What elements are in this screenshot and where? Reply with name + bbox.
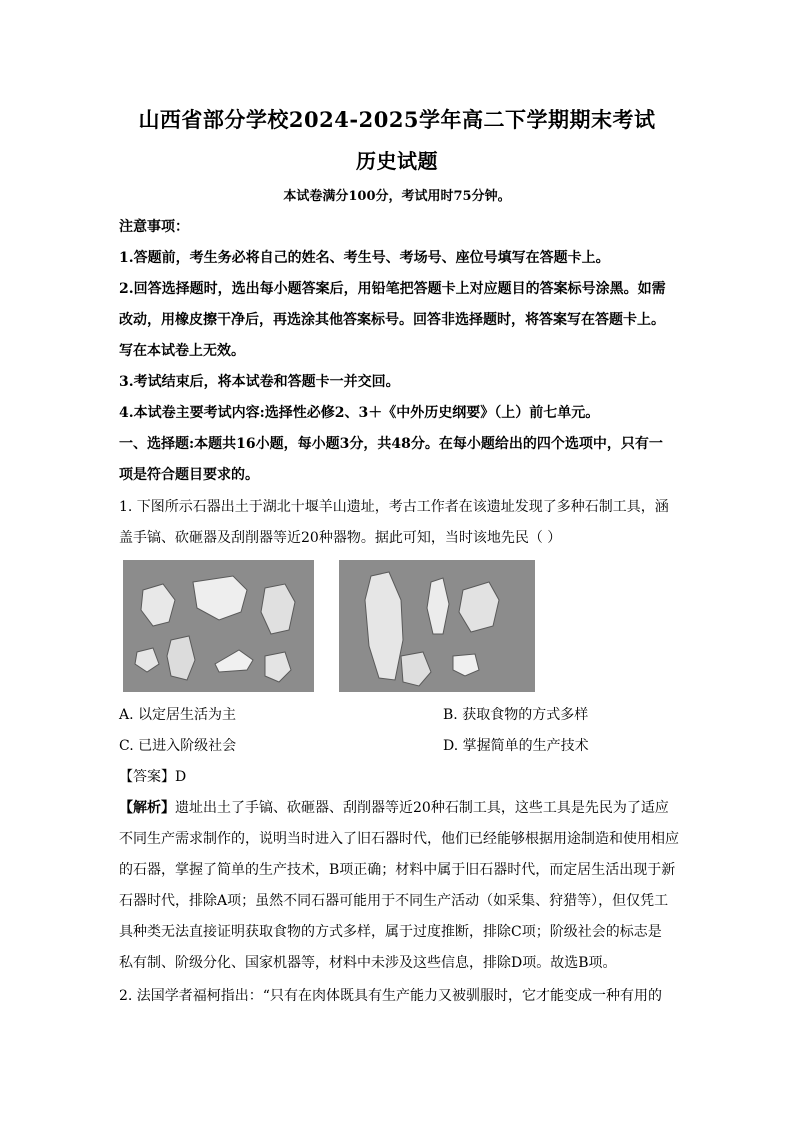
stone-tools-photo-1: [123, 560, 314, 692]
analysis-line: 的石器，掌握了简单的生产技术，B项正确；材料中属于旧石器时代，而定居生活出现于新: [119, 862, 676, 878]
analysis-line: 石器时代，排除A项；虽然不同石器可能用于不同生产活动（如采集、狩猎等），但仅凭工: [119, 893, 669, 909]
answer: 【答案】D: [119, 769, 187, 785]
analysis-line: 私有制、阶级分化、国家机器等，材料中未涉及这些信息，排除D项。故选B项。: [119, 955, 617, 971]
analysis-label: 【解析】: [119, 800, 175, 816]
analysis-text: 遗址出土了手镐、砍砸器、刮削器等近20种石制工具，这些工具是先民为了适应: [175, 800, 669, 816]
option-a: A. 以定居生活为主: [119, 707, 237, 723]
note-item: 2.回答选择题时，选出每小题答案后，用铅笔把答题卡上对应题目的答案标号涂黑。如需: [119, 281, 666, 297]
option-c: C. 已进入阶级社会: [119, 738, 237, 754]
note-item: 4.本试卷主要考试内容:选择性必修2、3＋《中外历史纲要》（上）前七单元。: [119, 405, 600, 421]
exam-title: 山西省部分学校2024-2025学年高二下学期期末考试: [138, 107, 656, 132]
subject-title: 历史试题: [356, 149, 438, 173]
analysis-line: 不同生产需求制作的，说明当时进入了旧石器时代，他们已经能够根据用途制造和使用相应: [119, 831, 679, 847]
note-item: 写在本试卷上无效。: [119, 343, 245, 359]
question-stem: 1. 下图所示石器出土于湖北十堰羊山遗址，考古工作者在该遗址发现了多种石制工具，涵: [119, 499, 669, 515]
section-heading: 一、选择题:本题共16小题，每小题3分，共48分。在每小题给出的四个选项中，只有一: [119, 436, 663, 452]
exam-info: 本试卷满分100分，考试用时75分钟。: [283, 189, 511, 204]
note-item: 改动，用橡皮擦干净后，再选涂其他答案标号。回答非选择题时，将答案写在答题卡上。: [119, 312, 665, 328]
analysis-line-1: [119, 798, 684, 818]
question-stem: 盖手镐、砍砸器及刮削器等近20种器物。据此可知，当时该地先民（ ）: [119, 530, 562, 546]
option-b: B. 获取食物的方式多样: [443, 707, 589, 723]
section-heading-cont: 项是符合题目要求的。: [119, 467, 259, 483]
note-item: 1.答题前，考生务必将自己的姓名、考生号、考场号、座位号填写在答题卡上。: [119, 250, 610, 266]
stone-tools-photo-2: [339, 560, 535, 692]
note-item: 3.考试结束后，将本试卷和答题卡一并交回。: [119, 374, 400, 390]
question-2-stem: 2. 法国学者福柯指出：“只有在肉体既具有生产能力又被驯服时，它才能变成一种有用的: [119, 988, 662, 1004]
analysis-line: 具种类无法直接证明获取食物的方式多样，属于过度推断，排除C项；阶级社会的标志是: [119, 924, 662, 940]
option-d: D. 掌握简单的生产技术: [443, 738, 589, 754]
notes-heading: 注意事项：: [119, 219, 189, 235]
